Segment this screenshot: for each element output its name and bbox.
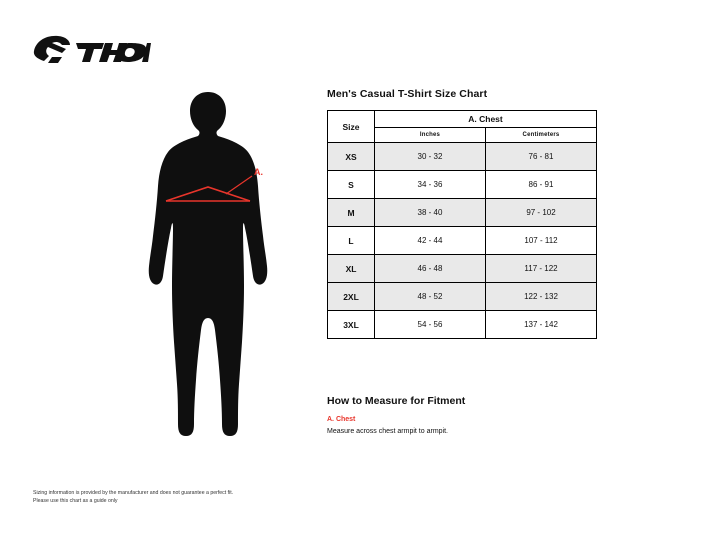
footer-disclaimer xyxy=(33,489,333,505)
header-unit-inches: Inches xyxy=(375,128,486,143)
cell-size: L xyxy=(328,227,375,255)
thor-helmet-logo-icon xyxy=(32,33,152,67)
cell-centimeters: 122 - 132 xyxy=(486,283,597,311)
table-header-row-group xyxy=(328,111,597,128)
callout-label-a: A. xyxy=(254,167,263,177)
table-row xyxy=(328,283,597,311)
cell-size: XS xyxy=(328,143,375,171)
cell-size: XL xyxy=(328,255,375,283)
cell-centimeters: 107 - 112 xyxy=(486,227,597,255)
cell-size: M xyxy=(328,199,375,227)
header-size: Size xyxy=(328,111,375,143)
cell-size: 2XL xyxy=(328,283,375,311)
cell-inches: 38 - 40 xyxy=(375,199,486,227)
cell-inches: 42 - 44 xyxy=(375,227,486,255)
table-row xyxy=(328,171,597,199)
header-unit-centimeters: Centimeters xyxy=(486,128,597,143)
cell-inches: 48 - 52 xyxy=(375,283,486,311)
cell-inches: 30 - 32 xyxy=(375,143,486,171)
howto-title: How to Measure for Fitment xyxy=(327,395,466,407)
cell-inches: 34 - 36 xyxy=(375,171,486,199)
footer-line-1: Sizing information is provided by the manufacturer and does not guarantee a perfect fit. xyxy=(33,490,234,496)
cell-size: 3XL xyxy=(328,311,375,339)
cell-inches: 46 - 48 xyxy=(375,255,486,283)
cell-centimeters: 97 - 102 xyxy=(486,199,597,227)
cell-size: S xyxy=(328,171,375,199)
howto-description: Measure across chest armpit to armpit. xyxy=(327,428,448,435)
cell-centimeters: 76 - 81 xyxy=(486,143,597,171)
page-title: Men's Casual T-Shirt Size Chart xyxy=(327,88,488,100)
table-row xyxy=(328,143,597,171)
table-row xyxy=(328,255,597,283)
cell-inches: 54 - 56 xyxy=(375,311,486,339)
cell-centimeters: 117 - 122 xyxy=(486,255,597,283)
cell-centimeters: 137 - 142 xyxy=(486,311,597,339)
table-row xyxy=(328,311,597,339)
howto-key-a-chest: A. Chest xyxy=(327,416,356,423)
cell-centimeters: 86 - 91 xyxy=(486,171,597,199)
body-silhouette-figure xyxy=(128,90,288,450)
table-row xyxy=(328,199,597,227)
footer-line-2: Please use this chart as a guide only xyxy=(33,498,118,505)
table-row xyxy=(328,227,597,255)
header-group-chest: A. Chest xyxy=(375,111,597,128)
silhouette-shape xyxy=(149,92,268,438)
size-chart-table xyxy=(327,110,597,339)
